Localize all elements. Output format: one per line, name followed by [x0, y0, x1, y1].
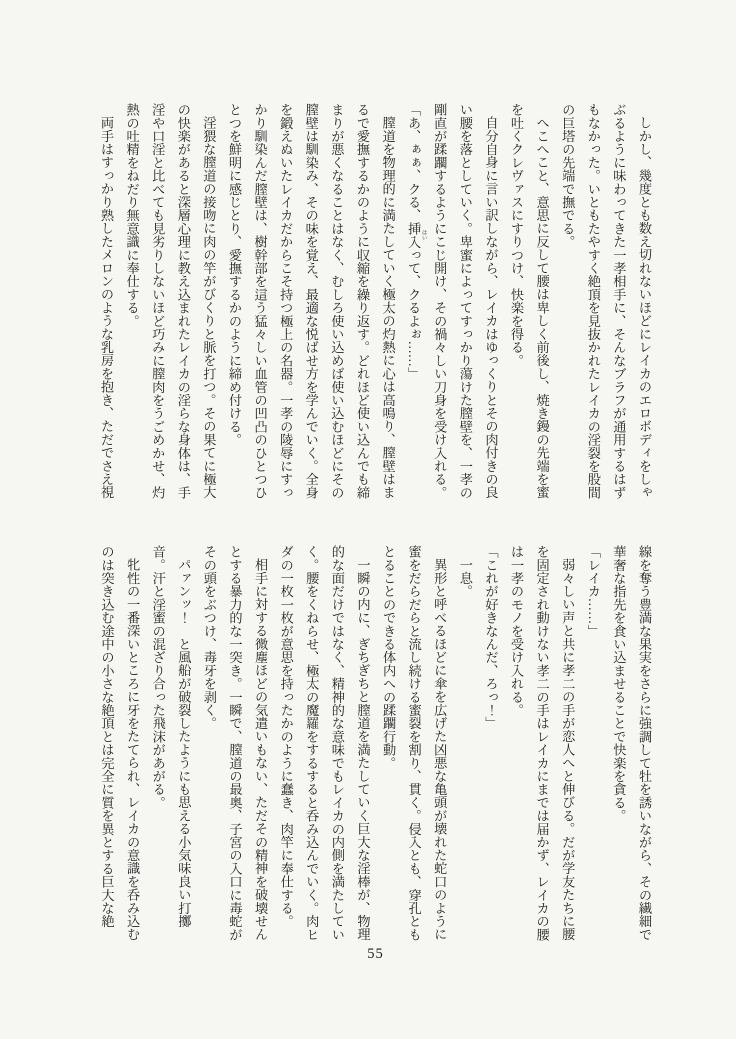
paragraph: 線を奪う豊満な果実をさらに強調して牡を誘いながら、その繊細で華奢な指先を食い込ませることで快楽を貪る。: [611, 545, 652, 941]
paragraph: 弱々しい声と共に孝二の手が恋人へと伸びる。だが学友たちに腰を固定され動けない孝二の手はレイカにまでは届かず、レイカの腰は一孝のモノを受け入れる。: [509, 545, 576, 941]
paragraph: 異形と呼べるほどに傘を広げた凶悪な亀頭が壊れた蛇口のように蜜をだらだらと流し続ける蜜裂を割り、貫く。侵入とも、穿孔ともとることのできる体内への蹂躙行動。: [381, 545, 448, 941]
paragraph: パァンッ！ と風船が破裂したようにも思える小気味良い打擲音。汗と淫蜜の混ざり合った飛沫があがる。: [150, 545, 192, 928]
paragraph: 「レイカ……」: [585, 545, 601, 638]
paragraph: 淫猥な膣道の接吻に肉の竿がびくりと脈を打つ。その果てに極大の快楽があると深層心理に教え込まれたレイカの淫らな身体は、手淫や口淫と比べても見劣りしないほど巧みに膣肉をうごめかせ、灼熱の吐精をねだり無意識に奉仕する。: [124, 103, 217, 499]
paragraph: 膣道を物理的に満たしていく極太の灼熱に心は高鳴り、膣壁はまるで愛撫するかのように収縮を繰り返す。どれほど使い込んでも締まりが悪くなることはなく、むしろ使い込めば使い込むほどにその膣壁は馴染み、その味を覚え、最適な悦ばせ方を学んでいく。全身を鍛えぬいたレイカだからこそ持つ極上の名器。一孝の陵辱にすっかり馴染んだ膣壁は、樹幹部を這う猛々しい血管の凹凸のひとつひとつを鮮明に感じとり、愛撫するかのように締め付ける。: [227, 103, 396, 499]
paragraph: 「これが好きなんだ、ろっ！」: [483, 545, 499, 730]
paragraph: へこへこと、意思に反して腰は卑しく前後し、焼き鏝の先端を蜜を吐くクレヴァスにすりつけ、快楽を得る。: [509, 103, 550, 499]
paragraph: 牝性の一番深いところに牙をたてられ、レイカの意識を呑み込むのは突き込む途中の小さな絶頂とは完全に質を異とする巨大な絶: [99, 545, 141, 941]
paragraph: しかし、幾度とも数え切れないほどにレイカのエロボディをしゃぶるように味わってきた一孝相手に、そんなブラフが通用するはずもなかった。いともたやすく絶頂を見抜かれたレイカの淫裂を股間の巨塔の先端で撫でる。: [560, 103, 652, 499]
furigana: 挿入 はい: [406, 221, 427, 249]
paragraph: 自分自身に言い訳しながら、レイカはゆっくりとその肉付きの良い腰を落としていく。卑蜜によってすっかり蕩けた膣壁を、一孝の剛直が蹂躙するようにこじ開け、その禍々しい刀身を受け入れる。: [432, 103, 499, 499]
text-block-bottom: [94, 545, 657, 944]
paragraph: 一瞬の内に、ぎちぎちと膣道を満たしていく巨大な淫棒が、物理的な面だけではなく、精神的な意味でもレイカの内側を満たしていく。腰をくねらせ、極太の魔羅をするすると呑み込んでいく。肉ヒダの一枚一枚が意思を持ったかのように蠢き、肉竿に奉仕する。: [278, 545, 371, 941]
paragraph: 「あ、ぁぁ、クる、挿入 はいって、クるよぉ……」: [406, 103, 427, 381]
paragraph: 相手に対する微塵ほどの気遣いもない、ただその精神を破壊せんとする暴力的な一突き。一瞬で、膣道の最奥、子宮の入口に毒蛇がその頭をぶつけ、毒牙を剥く。: [201, 545, 269, 941]
page-number: 55: [367, 946, 384, 962]
paragraph: 一息。: [457, 558, 473, 598]
paragraph: 両手はすっかり熟したメロンのような乳房を抱き、ただでさえ視: [99, 116, 115, 499]
text-block-top: [94, 103, 657, 500]
